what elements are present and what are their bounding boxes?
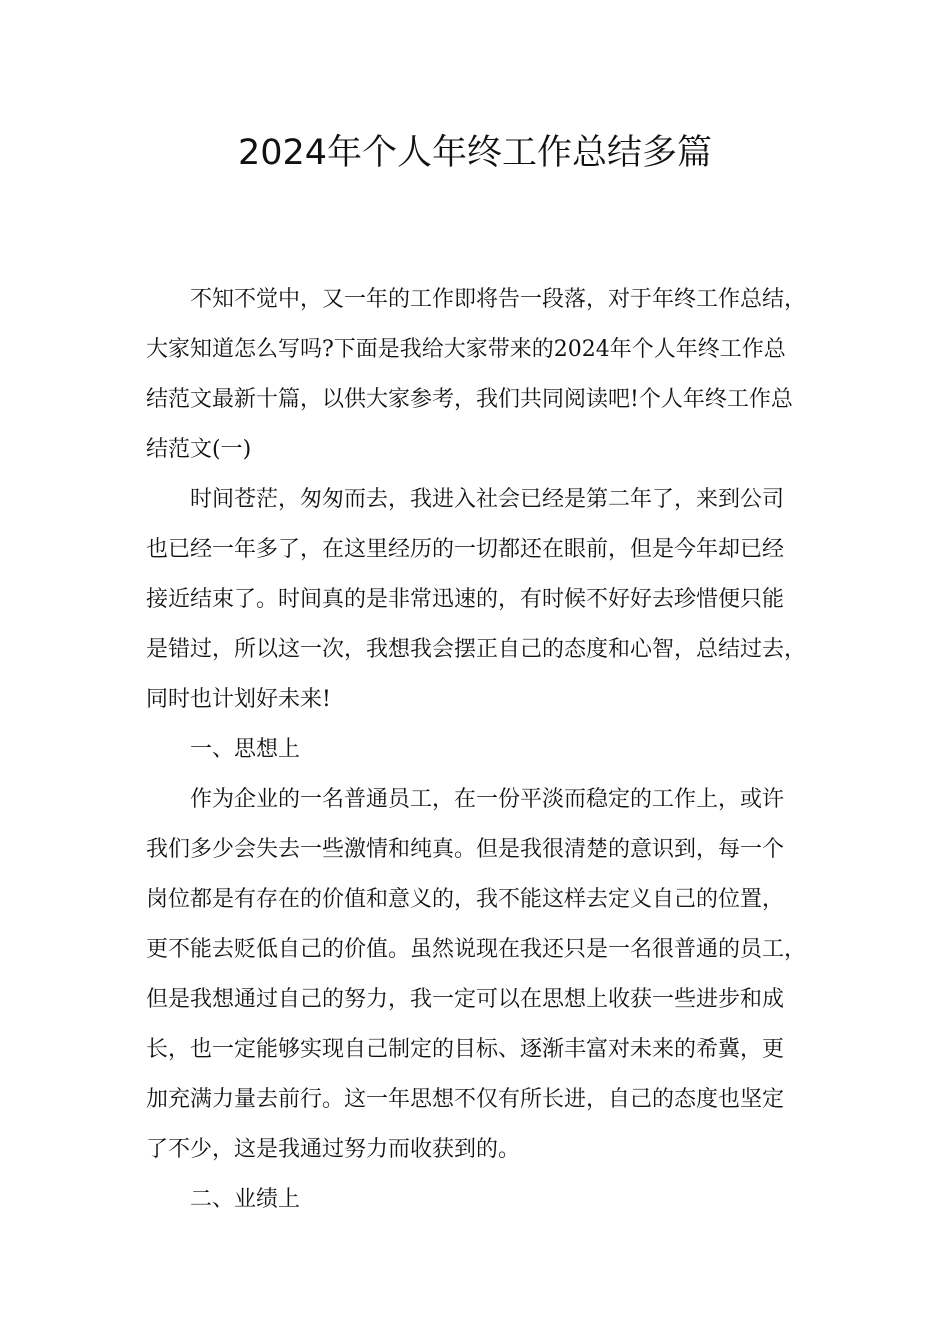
- section-heading: 一、思想上: [190, 737, 301, 762]
- paragraph-line: 结范文最新十篇，以供大家参考，我们共同阅读吧!个人年终工作总: [146, 387, 793, 412]
- paragraph-line: 我们多少会失去一些激情和纯真。但是我很清楚的意识到，每一个: [146, 837, 785, 862]
- paragraph-line: 时间苍茫，匆匆而去，我进入社会已经是第二年了，来到公司: [190, 487, 785, 512]
- paragraph-line: 加充满力量去前行。这一年思想不仅有所长进，自己的态度也坚定: [146, 1087, 785, 1112]
- paragraph-line: 了不少，这是我通过努力而收获到的。: [146, 1137, 521, 1162]
- paragraph-line: 岗位都是有存在的价值和意义的，我不能这样去定义自己的位置，: [146, 887, 785, 912]
- document-title: 2024年个人年终工作总结多篇: [237, 133, 713, 173]
- section-heading: 二、业绩上: [190, 1187, 301, 1212]
- paragraph-line: 大家知道怎么写吗?下面是我给大家带来的2024年个人年终工作总: [146, 337, 786, 362]
- paragraph-line: 不知不觉中，又一年的工作即将告一段落，对于年终工作总结，: [190, 287, 807, 312]
- paragraph-line: 也已经一年多了，在这里经历的一切都还在眼前，但是今年却已经: [146, 537, 785, 562]
- paragraph-line: 同时也计划好未来!: [146, 687, 331, 712]
- paragraph-line: 结范文(一): [146, 437, 252, 462]
- paragraph-line: 更不能去贬低自己的价值。虽然说现在我还只是一名很普通的员工，: [146, 937, 807, 962]
- paragraph-line: 接近结束了。时间真的是非常迅速的，有时候不好好去珍惜便只能: [146, 587, 785, 612]
- paragraph-line: 作为企业的一名普通员工，在一份平淡而稳定的工作上，或许: [190, 787, 785, 812]
- paragraph-line: 长，也一定能够实现自己制定的目标、逐渐丰富对未来的希冀，更: [146, 1037, 785, 1062]
- paragraph-line: 但是我想通过自己的努力，我一定可以在思想上收获一些进步和成: [146, 987, 785, 1012]
- paragraph-line: 是错过，所以这一次，我想我会摆正自己的态度和心智，总结过去，: [146, 637, 807, 662]
